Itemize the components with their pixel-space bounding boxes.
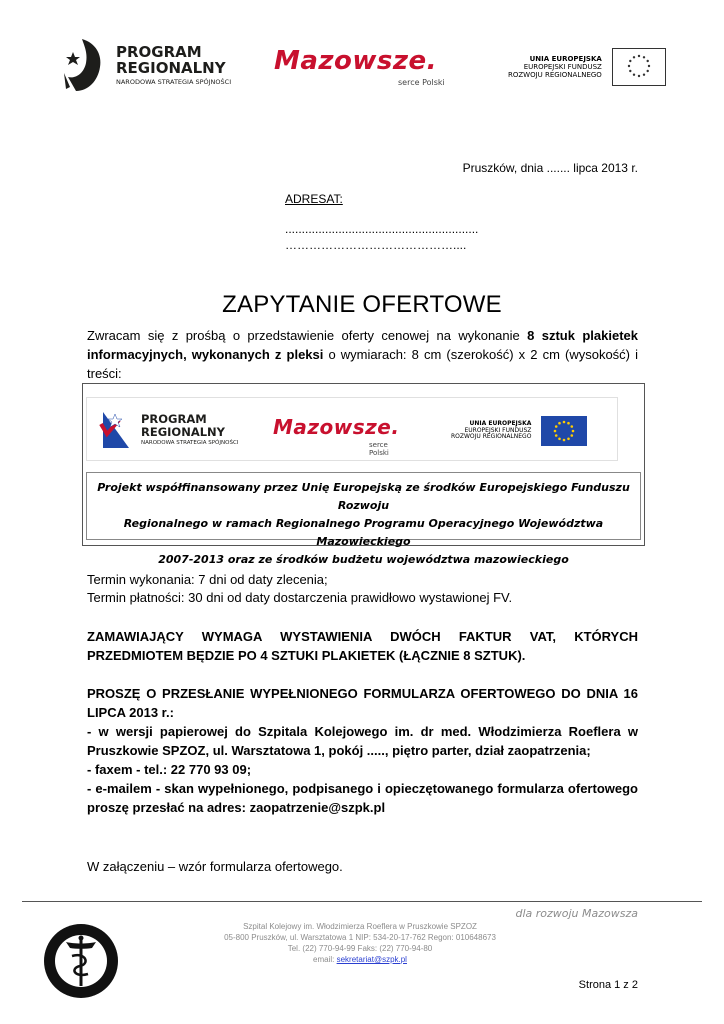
request-line-4: - e-mailem - skan wypełnionego, podpisanego i opieczętowanego formularza ofertowego proszę przesłać na adres: zaopatrzenie@szpk.pl	[87, 781, 638, 815]
eu-line-1: UNIA EUROPEJSKA	[529, 54, 602, 63]
request-block	[87, 684, 638, 817]
request-line-2: - w wersji papierowej do Szpitala Kolejowego im. dr med. Włodzimierza Roeflera w Pruszkowie SPZOZ, ul. Warsztatowa 1, pokój ....., piętro parter, dział zaopatrzenia;	[87, 724, 638, 758]
mazowsze-tagline: serce Polski	[398, 78, 445, 87]
plaque-program-emblem-icon	[99, 410, 131, 450]
mazowsze-name: Mazowsze.	[274, 46, 438, 76]
invoice-note: ZAMAWIAJĄCY WYMAGA WYSTAWIENIA DWÓCH FAKTUR VAT, KTÓRYCH PRZEDMIOTEM BĘDZIE PO 4 SZTUKI PLAKIETEK (ŁĄCZNIE 8 SZTUK).	[87, 629, 638, 663]
eu-line-3: ROZWOJU REGIONALNEGO	[508, 71, 602, 80]
intro-part-1: Zwracam się z prośbą o przedstawienie oferty cenowej na wykonanie	[87, 328, 528, 343]
eu-stars-icon	[613, 49, 665, 85]
addressee-line-2: ……………………………………....	[285, 238, 467, 252]
plaque-mazowsze-name: Mazowsze.	[273, 415, 400, 439]
eu-line-2: EUROPEJSKI FUNDUSZ	[523, 62, 602, 71]
hospital-seal-icon	[42, 922, 120, 1000]
strategy-line: NARODOWA STRATEGIA SPÓJNOŚCI	[116, 77, 232, 86]
terms-line-2: Termin płatności: 30 dni od daty dostarczenia prawidłowo wystawionej FV.	[87, 590, 513, 605]
attachment-note: W załączeniu – wzór formularza ofertowego.	[87, 859, 343, 874]
program-line: PROGRAM	[116, 42, 202, 61]
plaque-mazowsze-tagline: serce Polski	[369, 441, 389, 457]
program-regionalny-logo	[62, 37, 231, 93]
plaque-text-line-1: Projekt współfinansowany przez Unię Europejską ze środków Europejskiego Funduszu Rozwoju	[97, 481, 630, 512]
footer-divider	[22, 901, 702, 902]
footer-line-2: 05-800 Pruszków, ul. Warsztatowa 1 NIP: 534-20-17-762 Regon: 010648673	[224, 933, 496, 942]
regionalny-line: REGIONALNY	[116, 58, 226, 77]
eu-logo	[508, 48, 666, 86]
intro-part-2: o wymiarach: 8 cm (szerokość) x 2 cm (wysokość) i treści:	[87, 347, 638, 381]
intro-bold: 8 sztuk plakietek informacyjnych, wykonanych z pleksi	[87, 328, 638, 362]
plaque-eu-flag-icon	[541, 416, 587, 446]
plaque-eu-line-3: ROZWOJU REGIONALNEGO	[451, 433, 532, 441]
plaque-eu-logo	[451, 416, 587, 446]
plaque-text-line-2: Regionalnego w ramach Regionalnego Programu Operacyjnego Województwa Mazowieckiego	[123, 517, 604, 548]
plaque-text-line-3: 2007-2013 oraz ze środków budżetu województwa mazowieckiego	[158, 553, 569, 566]
request-line-1: PROSZĘ O PRZESŁANIE WYPEŁNIONEGO FORMULARZA OFERTOWEGO DO DNIA 16 LIPCA 2013 r.:	[87, 686, 638, 720]
footer-line-1: Szpital Kolejowy im. Włodzimierza Roeflera w Pruszkowie SPZOZ	[243, 922, 477, 931]
plaque-logo-strip	[86, 397, 618, 461]
footer-email-line	[210, 954, 510, 965]
plaque-regionalny-line: REGIONALNY	[141, 425, 226, 440]
plaque-eu-stars-icon	[541, 416, 587, 446]
addressee-label: ADRESAT:	[285, 192, 343, 206]
plaque-eu-line-2: EUROPEJSKI FUNDUSZ	[464, 426, 532, 434]
footer-line-3: Tel. (22) 770-94-99 Faks: (22) 770-94-80	[287, 944, 433, 953]
page-title: ZAPYTANIE OFERTOWE	[222, 291, 502, 318]
place-date: Pruszków, dnia ....... lipca 2013 r.	[462, 161, 638, 175]
footer-email-label: email:	[313, 955, 337, 964]
plaque-program-logo	[99, 410, 238, 450]
page-number: Strona 1 z 2	[578, 979, 638, 991]
plaque-program-line: PROGRAM	[141, 411, 207, 426]
mazowsze-logo	[274, 46, 454, 87]
footer-info	[210, 921, 510, 965]
plaque-eu-line-1: UNIA EUROPEJSKA	[469, 419, 532, 427]
intro-paragraph	[87, 326, 638, 383]
plaque-text-box	[86, 472, 641, 566]
addressee-line-1: ..........................................................	[285, 222, 479, 236]
footer-slogan: dla rozwoju Mazowsza	[515, 907, 638, 920]
eu-flag-icon	[612, 48, 666, 86]
footer-email-link[interactable]: sekretariat@szpk.pl	[336, 955, 407, 964]
plaque-mazowsze-logo	[273, 415, 400, 457]
program-regionalny-emblem-icon	[62, 37, 104, 93]
request-line-3: - faxem - tel.: 22 770 93 09;	[87, 762, 252, 777]
terms-line-1: Termin wykonania: 7 dni od daty zlecenia;	[87, 572, 328, 587]
plaque-strategy-line: NARODOWA STRATEGIA SPÓJNOŚCI	[141, 439, 239, 446]
